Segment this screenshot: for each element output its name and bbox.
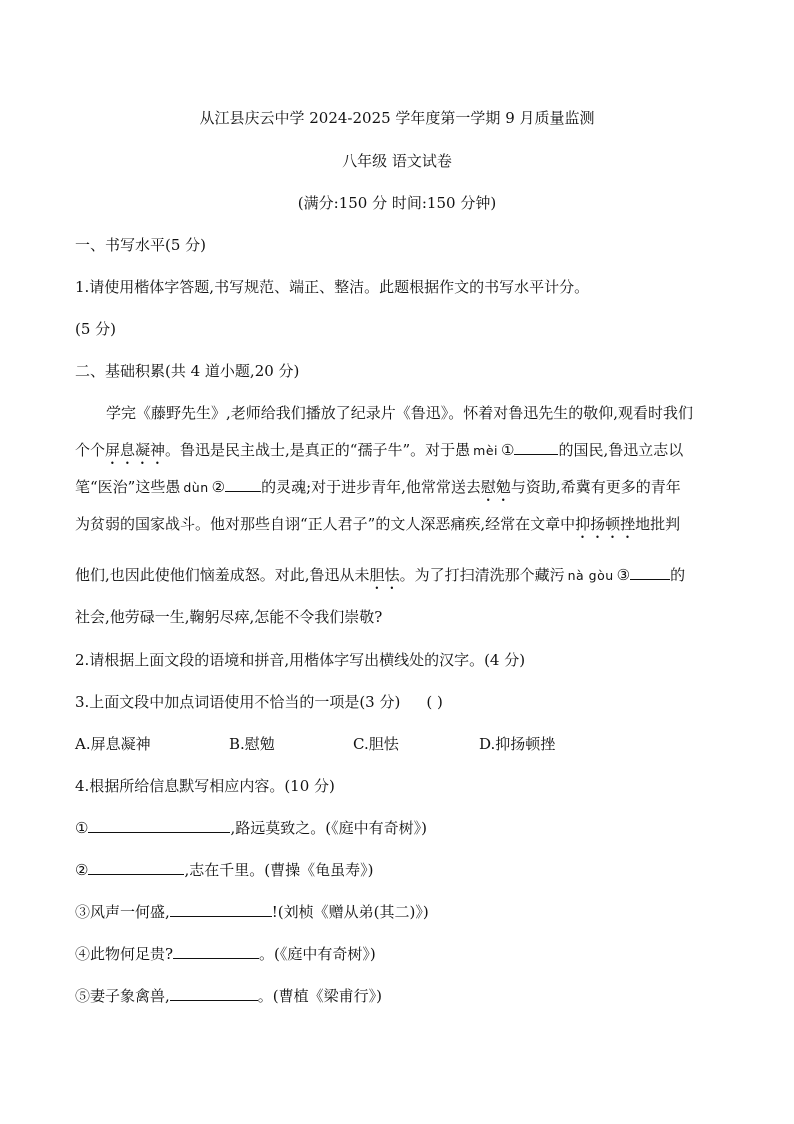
question-3-options — [75, 734, 555, 754]
recitation-3: ③风声一何盛, !(刘桢《赠从弟(其二)》) — [75, 903, 429, 921]
dotted-word-pingxi: 屏息凝神 — [105, 441, 166, 459]
section2-heading: 二、基础积累(共 4 道小题,20 分) — [75, 362, 300, 380]
recitation-5: ⑤妻子象禽兽, 。(曹植《梁甫行》) — [75, 987, 382, 1005]
recitation-blank-1[interactable] — [88, 818, 230, 833]
blank-2[interactable] — [225, 477, 261, 492]
answer-paren[interactable]: ( ) — [426, 693, 443, 711]
recitation-1: ① ,路远莫致之。(《庭中有奇树》) — [75, 819, 427, 837]
passage-line-4: 为贫弱的国家战斗。他对那些自诩“正人君子”的文人深恶痛疾,经常在文章中抑扬顿挫地批判 — [75, 515, 681, 533]
recitation-blank-5[interactable] — [170, 986, 258, 1001]
passage-line-1: 学完《藤野先生》,老师给我们播放了纪录片《鲁迅》。怀着对鲁迅先生的敬仰,观看时我们 — [106, 404, 694, 422]
question-2: 2.请根据上面文段的语境和拼音,用楷体字写出横线处的汉字。(4 分) — [75, 651, 526, 669]
pinyin-dun: dùn — [183, 480, 209, 495]
recitation-blank-3[interactable] — [170, 902, 272, 917]
exam-subtitle: 八年级 语文试卷 — [342, 152, 452, 170]
passage-line-2: 个个屏息凝神。鲁迅是民主战士,是真正的“孺子牛”。对于愚 mèi ① 的国民,鲁迅立志以 — [75, 441, 684, 459]
question-1: 1.请使用楷体字答题,书写规范、端正、整洁。此题根据作文的书写水平计分。 — [75, 278, 590, 296]
exam-title: 从江县庆云中学 2024-2025 学年度第一学期 9 月质量监测 — [199, 109, 595, 127]
question-1-score: (5 分) — [75, 320, 117, 338]
question-4: 4.根据所给信息默写相应内容。(10 分) — [75, 777, 335, 795]
dotted-word-weimian: 慰勉 — [480, 478, 511, 496]
blank-1[interactable] — [514, 440, 558, 455]
blank-3[interactable] — [630, 565, 670, 580]
recitation-blank-2[interactable] — [88, 860, 184, 875]
pinyin-mei: mèi — [473, 443, 498, 458]
recitation-2: ② ,志在千里。(曹操《龟虽寿》) — [75, 861, 374, 879]
recitation-blank-4[interactable] — [173, 944, 259, 959]
option-b[interactable]: B.慰勉 — [229, 735, 275, 753]
option-c[interactable]: C.胆怯 — [353, 735, 399, 753]
recitation-4: ④此物何足贵? 。(《庭中有奇树》) — [75, 945, 376, 963]
question-3: 3.上面文段中加点词语使用不恰当的一项是(3 分) ( ) — [75, 693, 443, 711]
pinyin-nagou: nà gòu — [567, 568, 614, 583]
dotted-word-yiyang: 抑扬顿挫 — [575, 515, 636, 533]
section1-heading: 一、书写水平(5 分) — [75, 236, 207, 254]
dotted-word-danqie: 胆怯 — [369, 566, 400, 584]
option-d[interactable]: D.抑扬顿挫 — [479, 735, 556, 753]
passage-line-5: 他们,也因此使他们恼羞成怒。对此,鲁迅从未胆怯。为了打扫清洗那个藏污 nà gòu ③ 的 — [75, 566, 686, 584]
passage-line-3: 笔“医治”这些愚 dùn ② 的灵魂;对于进步青年,他常常送去慰勉与资助,希冀有更多的青年 — [75, 478, 681, 496]
passage-line-6: 社会,他劳碌一生,鞠躬尽瘁,怎能不令我们崇敬? — [75, 608, 383, 626]
exam-info: (满分:150 分 时间:150 分钟) — [297, 194, 497, 212]
option-a[interactable]: A.屏息凝神 — [75, 735, 151, 753]
